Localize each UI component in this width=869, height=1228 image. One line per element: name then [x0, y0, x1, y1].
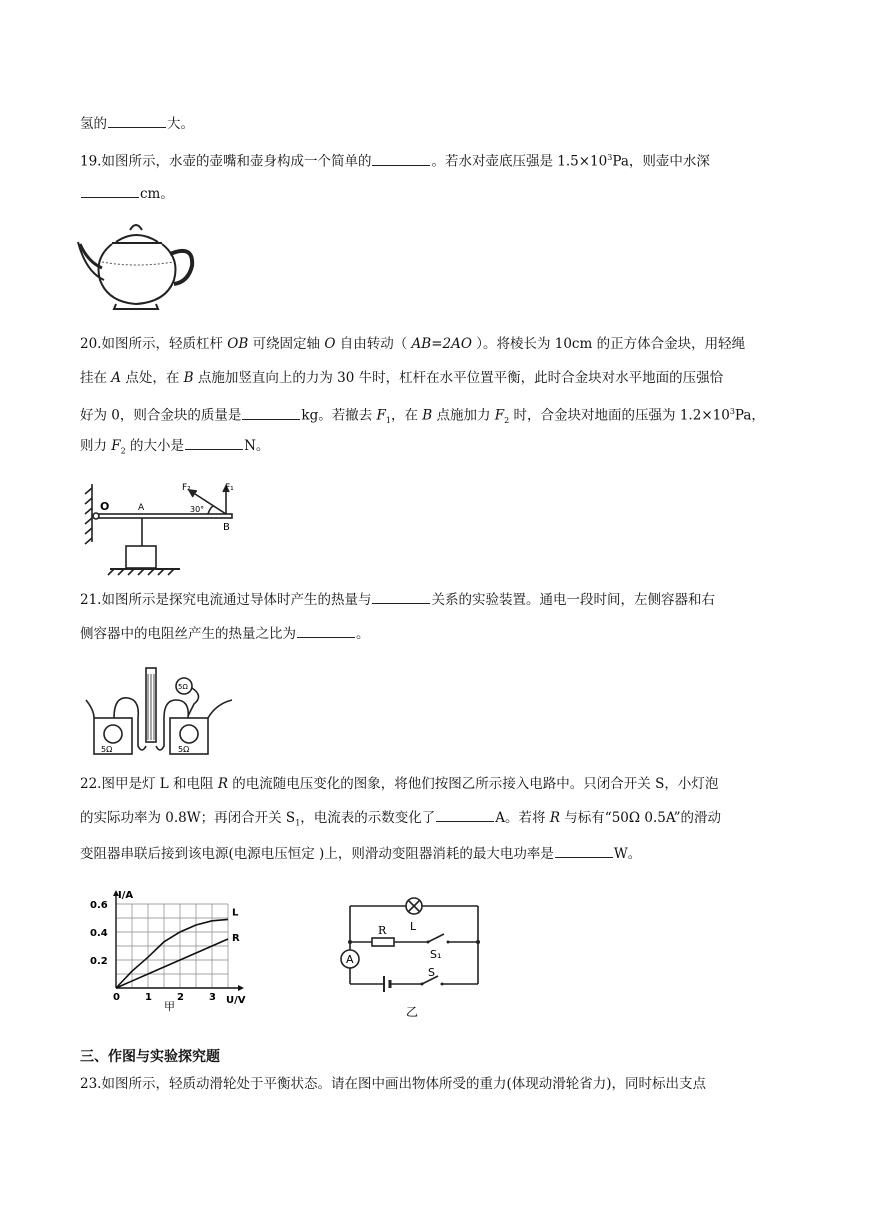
answer-blank — [555, 845, 613, 858]
subscript: 1 — [295, 818, 301, 828]
q21-text: 21.如图所示是探究电流通过导体时产生的热量与 — [80, 592, 372, 608]
label-resistor-right: 5Ω — [178, 745, 190, 754]
q20-text: ，在 — [390, 407, 423, 424]
label-resistor: R — [378, 924, 387, 937]
var-f2: F — [111, 438, 121, 454]
q20-text: 点施加竖直向上的力为 30 牛时，杠杆在水平位置平衡，此时合金块对水平地面的压强恰 — [193, 370, 724, 386]
q19-text: cm。 — [140, 186, 174, 202]
series-line-l — [116, 919, 228, 988]
y-axis-label: I/A — [118, 890, 134, 901]
var-relation: AB=2AO — [411, 336, 472, 352]
q20-text: 点施加力 — [432, 407, 495, 424]
q20-text: ）。将棱长为 10cm 的正方体合金块，用轻绳 — [471, 336, 746, 352]
q20-text: 好为 0，则合金块的质量是 — [80, 407, 242, 424]
label-lamp: L — [410, 920, 417, 933]
label-f2: F₂ — [182, 483, 191, 493]
chart-series — [116, 907, 240, 988]
series-label-l: L — [232, 907, 239, 919]
series-label-r: R — [232, 933, 240, 944]
chart-caption: 甲 — [164, 1000, 175, 1013]
q19-line2 — [80, 184, 174, 204]
var-b: B — [183, 370, 194, 386]
q20-text: 挂在 — [80, 370, 112, 386]
label-resistor-left: 5Ω — [101, 745, 113, 754]
label-switch-s: S — [428, 966, 435, 979]
y-tick-label: 0.6 — [90, 900, 108, 911]
x-axis-arrow — [238, 985, 244, 991]
q20-text: 时，合金块对地面的压强为 1.2×10 — [509, 407, 730, 424]
q22-text: 与标有“50Ω 0.5A”的滑动 — [560, 810, 721, 826]
q20-text: Pa， — [734, 407, 765, 424]
circuit-caption: 乙 — [406, 1005, 419, 1019]
q19-text: 19.如图所示，水壶的壶嘴和壶身构成一个简单的 — [80, 153, 372, 170]
q22-line2 — [80, 808, 721, 834]
q21-text: 。 — [356, 626, 370, 642]
lever-figure — [80, 478, 240, 578]
superscript: 3 — [607, 153, 613, 162]
subscript: 1 — [385, 416, 391, 426]
superscript: 3 — [729, 407, 735, 416]
label-switch-s1: S₁ — [430, 948, 442, 961]
var-ob: OB — [227, 336, 249, 352]
q21-line2 — [80, 624, 370, 644]
label-f1: F₁ — [225, 483, 234, 493]
answer-blank — [372, 591, 430, 604]
q20-text: 的大小是 — [125, 438, 185, 454]
q20-line2 — [80, 368, 723, 388]
q21-text: 侧容器中的电阻丝产生的热量之比为 — [80, 626, 296, 642]
q20-line1 — [80, 334, 745, 354]
q22-text: 的实际功率为 0.8W；再闭合开关 S — [80, 810, 296, 826]
q19-text: 。若水对壶底压强是 1.5×10 — [431, 153, 608, 170]
x-tick-label: 1 — [145, 992, 152, 1003]
q20-text: 20.如图所示，轻质杠杆 — [80, 336, 228, 352]
label-a: A — [138, 503, 145, 513]
q18-tail-line — [80, 114, 194, 134]
q20-text: 则力 — [80, 438, 112, 454]
answer-blank — [436, 809, 494, 822]
var-b: B — [422, 407, 433, 424]
section-heading: 三、作图与实验探究题 — [80, 1049, 220, 1065]
q22-line1 — [80, 774, 718, 794]
x-tick-label: 2 — [177, 992, 184, 1003]
q22-text: 的电流随电压变化的图象，将他们按图乙所示接入电路中。只闭合开关 S，小灯泡 — [227, 776, 719, 792]
q20-line3 — [80, 402, 765, 431]
q22-text: W。 — [613, 846, 642, 862]
teapot-figure — [76, 218, 200, 312]
var-f2: F — [494, 407, 505, 424]
answer-blank — [297, 625, 355, 638]
q20-text: kg。若撤去 — [301, 407, 377, 424]
q18-text-end: 大。 — [167, 116, 194, 132]
var-f1: F — [376, 407, 386, 424]
x-tick-label: 3 — [209, 992, 216, 1003]
x-tick-label: 0 — [113, 992, 120, 1003]
q23-line: 23.如图所示，轻质动滑轮处于平衡状态。请在图中画出物体所受的重力(体现动滑轮省力)，同时标出支点 — [80, 1076, 707, 1092]
subscript: 2 — [120, 446, 126, 456]
circuit-figure — [332, 892, 492, 1022]
q20-text: 自由转动（ — [335, 336, 412, 352]
q20-text: N。 — [244, 438, 270, 454]
answer-blank — [108, 115, 166, 128]
q22-text: 22.图甲是灯 L 和电阻 — [80, 776, 218, 792]
iu-chart — [86, 884, 256, 1014]
label-b: B — [223, 522, 230, 533]
var-r: R — [549, 810, 560, 826]
joule-heating-figure — [84, 660, 234, 760]
label-ammeter: A — [346, 953, 354, 966]
var-a: A — [111, 370, 122, 386]
q21-text: 关系的实验装置。通电一段时间，左侧容器和右 — [431, 592, 715, 608]
x-axis-label: U/V — [226, 995, 246, 1006]
q20-text: 可绕固定轴 — [248, 336, 325, 352]
subscript: 2 — [504, 416, 510, 426]
var-o: O — [324, 336, 336, 352]
answer-blank — [185, 437, 243, 450]
answer-blank — [242, 407, 300, 420]
label-resistor-top: 5Ω — [178, 683, 188, 691]
q22-line3 — [80, 844, 641, 864]
var-r: R — [217, 776, 228, 792]
answer-blank — [81, 185, 139, 198]
q20-text: 点处，在 — [121, 370, 184, 386]
q19-line1 — [80, 148, 710, 172]
label-angle: 30° — [190, 505, 205, 514]
q20-line4 — [80, 436, 269, 462]
answer-blank — [372, 153, 430, 166]
label-o: O — [100, 500, 110, 513]
q22-text: 变阻器串联后接到该电源(电源电压恒定 )上，则滑动变阻器消耗的最大电功率是 — [80, 846, 554, 862]
q18-text: 氢的 — [80, 116, 107, 132]
y-tick-label: 0.4 — [90, 928, 108, 939]
q21-line1 — [80, 590, 715, 610]
q22-text: A。若将 — [495, 810, 550, 826]
q19-text: Pa，则壶中水深 — [612, 153, 710, 170]
q22-text: ，电流表的示数变化了 — [300, 810, 436, 826]
y-tick-label: 0.2 — [90, 956, 108, 967]
